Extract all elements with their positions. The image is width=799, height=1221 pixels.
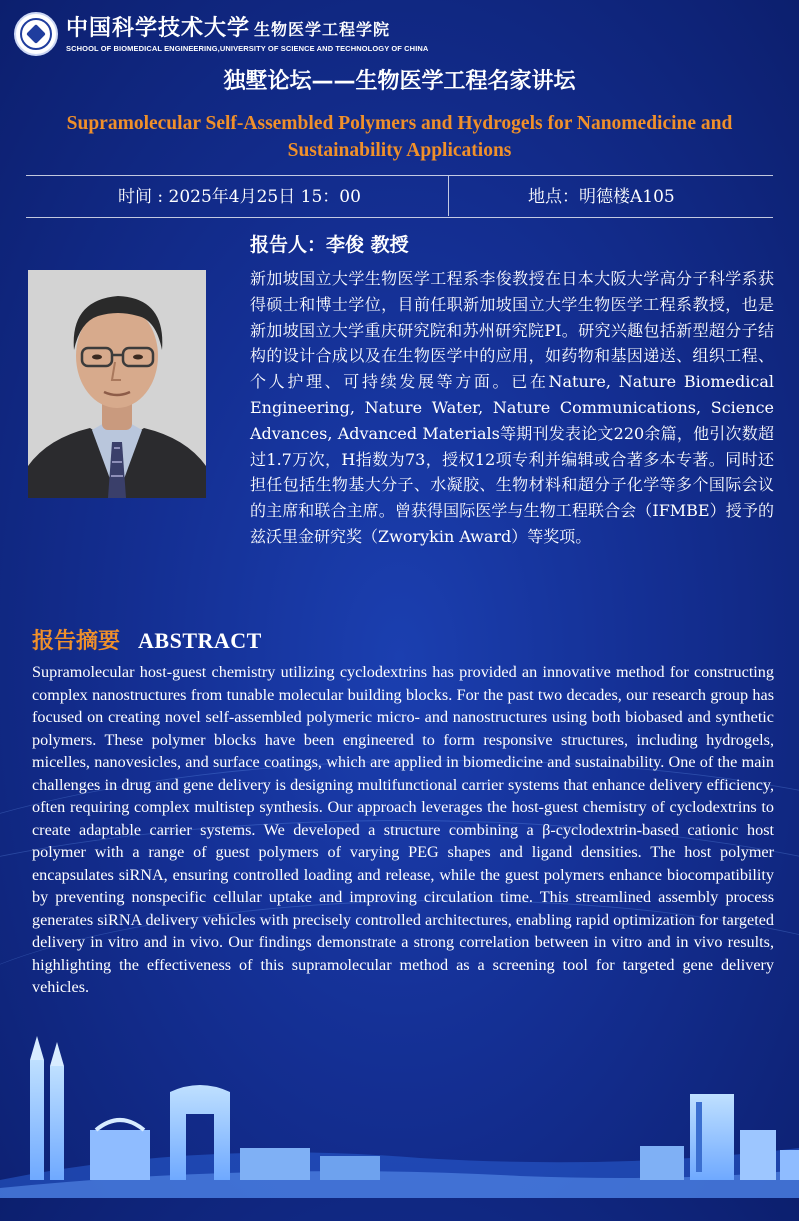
- event-place: 地点：明德楼A105: [528, 187, 675, 207]
- speaker-bio: 新加坡国立大学生物医学工程系李俊教授在日本大阪大学高分子科学系获得硕士和博士学位，目前任职新加坡国立大学生物医学工程系教授，也是新加坡国立大学重庆研究院和苏州研究院PI。研究兴趣包括新型超分子结构的设计合成以及在生物医学中的应用，如药物和基因递送、组织工程、个人护理、可持续发展等方面。已在Nature, Nature Biomedical Engineering, Nature Water, Nature Communications, Science Advances, Advanced Materials等期刊发表论文220余篇，他引次数超过1.7万次，H指数为73，授权12项专利并编辑或合著多本专著。同时还担任包括生物基大分子、水凝胶、生物材料和超分子化学等多个国际会议的主席和联合主席。曾获得国际医学与生物工程联合会（IFMBE）授予的兹沃里金研究奖（Zworykin Award）等奖项。: [250, 269, 774, 546]
- divider: [26, 217, 773, 218]
- speaker-photo: [28, 270, 206, 498]
- speaker-name: 报告人：李俊 教授: [250, 234, 409, 256]
- school-name-en: SCHOOL OF BIOMEDICAL ENGINEERING,UNIVERSITY OF SCIENCE AND TECHNOLOGY OF CHINA: [66, 43, 429, 53]
- university-seal-icon: [14, 12, 58, 56]
- university-name: 中国科学技术大学 生物医学工程学院: [66, 15, 391, 41]
- abstract-text: Supramolecular host-guest chemistry utilizing cyclodextrins has provided an innovative method for constructing complex nanostructures from tunable molecular building blocks. For the past two decades, our research group has focused on creating novel self-assembled polymeric micro- and nanostructures using both biobased and synthetic polymers. These polymer blocks have been engineered to form responsive structures, including hydrogels, micelles, nanovesicles, and surface coatings, which are applied in biomedicine and sustainability. One of the main challenges in drug and gene delivery is designing multifunctional carrier systems that enhance delivery efficiency, often requiring complex multistep synthesis. Our approach leverages the host-guest chemistry of cyclodextrins to create adaptable carrier systems. We developed a structure combining a β-cyclodextrin-based cationic host polymer with a range of guest polymers of varying PEG shapes and ligand densities. The host polymer encapsulates siRNA, ensuring controlled loading and release, while the guest polymers enhance biocompatibility by preventing nonspecific cellular uptake and improving circulation time. This streamlined assembly process generates siRNA delivery vehicles with precisely controlled architectures, enabling rapid optimization for targeted delivery in vitro and in vivo. Our findings demonstrate a strong correlation between in vitro and in vivo results, highlighting the effectiveness of this supramolecular method as a screening tool for targeted gene delivery vehicles.: [32, 663, 774, 996]
- forum-title: 独墅论坛——生物医学工程名家讲坛: [223, 69, 576, 94]
- divider: [26, 175, 773, 176]
- abstract-heading: [32, 624, 262, 655]
- talk-title-line: Sustainability Applications: [287, 140, 512, 161]
- header-logo: [14, 12, 428, 56]
- abstract-heading-en: ABSTRACT: [138, 628, 262, 653]
- divider: [448, 176, 449, 216]
- abstract-heading-cn: 报告摘要: [32, 629, 121, 654]
- school-name: 生物医学工程学院: [254, 19, 391, 39]
- city-skyline-illustration: [0, 1030, 799, 1198]
- talk-title: [20, 110, 779, 164]
- talk-title-line: Supramolecular Self-Assembled Polymers and Hydrogels for Nanomedicine and: [66, 113, 733, 134]
- event-time: 时间 : 2025年4月25日 15：00: [118, 187, 361, 207]
